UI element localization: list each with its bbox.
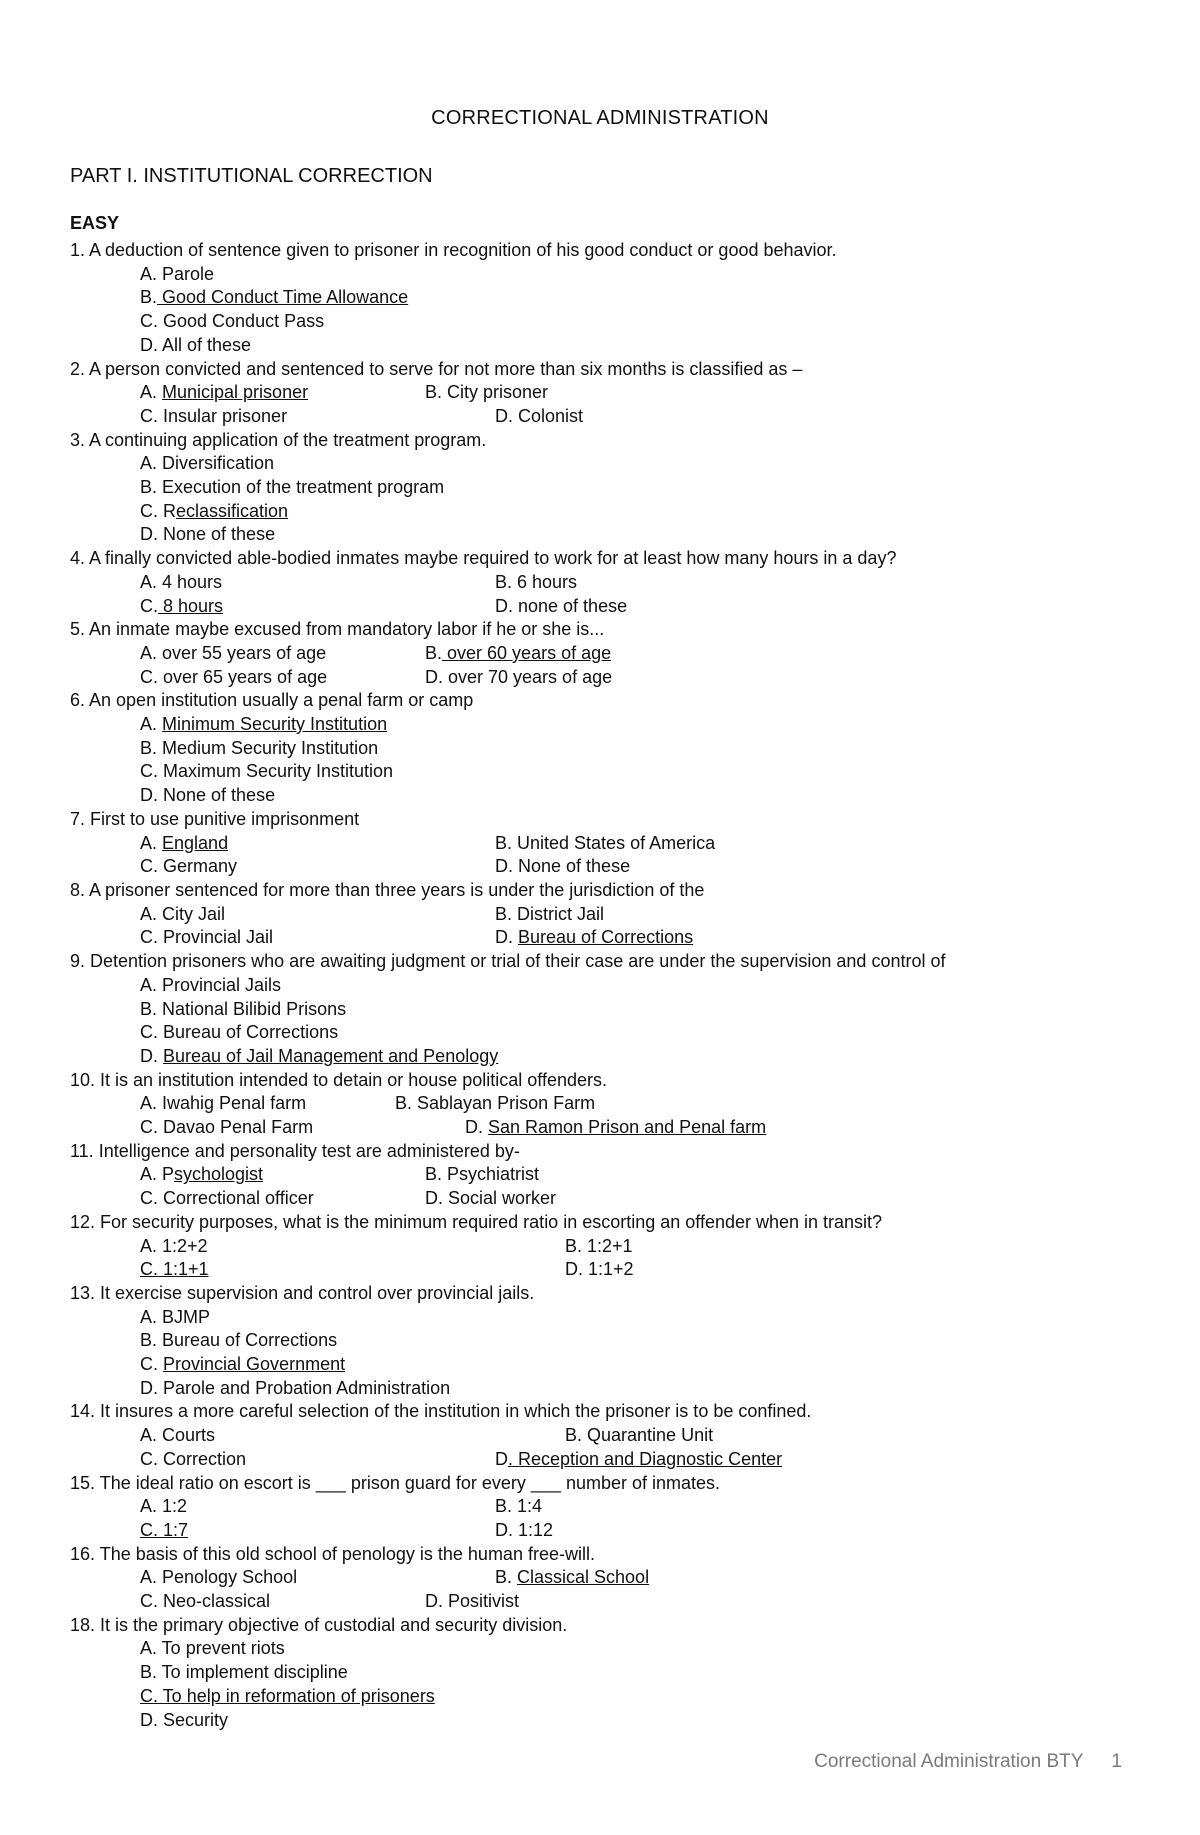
option-text: B. <box>425 642 443 663</box>
answer-option <box>70 832 495 856</box>
option-row <box>70 452 1150 476</box>
option-text: D. Security <box>140 1709 229 1730</box>
option-text: D. <box>495 927 519 948</box>
option-text: D. None of these <box>140 785 276 806</box>
answer-option <box>495 1566 649 1590</box>
option-text: C. Bureau of Corrections <box>140 1022 339 1043</box>
option-text: A. P <box>140 1164 175 1185</box>
answer-option <box>70 1258 565 1282</box>
option-row <box>70 666 1150 690</box>
option-text: C. over 65 years of age <box>140 666 328 687</box>
answer-option <box>70 1637 285 1661</box>
option-text: A. Diversification <box>140 453 275 474</box>
option-row <box>70 405 1150 429</box>
correct-answer-underlined: C. 1:1+1 <box>140 1259 209 1280</box>
answer-option <box>70 1329 337 1353</box>
question-item <box>70 689 1150 808</box>
option-text: D. Positivist <box>425 1591 520 1612</box>
option-text: B. District Jail <box>495 903 605 924</box>
option-text: C. R <box>140 500 176 521</box>
correct-answer-underlined: C. To help in reformation of prisoners <box>140 1685 435 1706</box>
answer-option <box>70 310 324 334</box>
answer-option <box>70 452 274 476</box>
option-text: C. Correction <box>140 1448 247 1469</box>
answer-option <box>425 1590 519 1614</box>
option-text: D. Social worker <box>425 1188 557 1209</box>
question-item <box>70 950 1150 1069</box>
option-text: A. BJMP <box>140 1306 211 1327</box>
option-row <box>70 310 1150 334</box>
answer-option <box>70 1685 435 1709</box>
question-text: 16. The basis of this old school of penology is the human free-will. <box>70 1543 595 1564</box>
answer-option <box>395 1092 595 1116</box>
option-row <box>70 1045 1150 1069</box>
option-row <box>70 1519 1150 1543</box>
correct-answer-underlined: eclassification <box>176 500 289 521</box>
option-row <box>70 1424 1150 1448</box>
option-row <box>70 500 1150 524</box>
option-row <box>70 974 1150 998</box>
question-text: 12. For security purposes, what is the minimum required ratio in escorting an offender when in transit? <box>70 1211 883 1232</box>
correct-answer-underlined: Bureau of Jail Management and Penology <box>163 1045 499 1066</box>
correct-answer-underlined: sychologist <box>174 1164 264 1185</box>
answer-option <box>70 737 378 761</box>
option-row <box>70 1329 1150 1353</box>
correct-answer-underlined: Minimum Security Institution <box>162 714 388 735</box>
option-text: B. Bureau of Corrections <box>140 1330 338 1351</box>
answer-option <box>70 500 288 524</box>
option-text: D. All of these <box>140 334 252 355</box>
option-text: B. 1:4 <box>495 1496 543 1517</box>
option-row <box>70 903 1150 927</box>
answer-option <box>70 926 495 950</box>
page-footer <box>814 1751 1122 1773</box>
answer-option <box>495 832 715 856</box>
correct-answer-underlined: Classical School <box>517 1567 650 1588</box>
option-text: A. Iwahig Penal farm <box>140 1093 307 1114</box>
question-item <box>70 547 1150 618</box>
option-text: A. Penology School <box>140 1567 298 1588</box>
question-item <box>70 1614 1150 1733</box>
answer-option <box>495 571 577 595</box>
option-text: A. <box>140 714 163 735</box>
answer-option <box>70 1424 565 1448</box>
option-text: D <box>495 1448 508 1469</box>
answer-option <box>425 1163 539 1187</box>
option-text: C. <box>140 1354 164 1375</box>
answer-option <box>70 666 425 690</box>
answer-option <box>70 571 495 595</box>
option-row <box>70 1021 1150 1045</box>
question-text: 18. It is the primary objective of custodial and security division. <box>70 1614 568 1635</box>
answer-option <box>70 1566 495 1590</box>
correct-answer-underlined: Bureau of Corrections <box>518 927 694 948</box>
option-text: A. 1:2+2 <box>140 1235 208 1256</box>
answer-option <box>495 855 630 879</box>
option-text: B. Quarantine Unit <box>565 1425 714 1446</box>
option-row <box>70 642 1150 666</box>
answer-option <box>70 1187 425 1211</box>
question-item <box>70 1211 1150 1282</box>
question-item <box>70 1472 1150 1543</box>
option-row <box>70 1187 1150 1211</box>
answer-option <box>425 381 548 405</box>
question-text: 2. A person convicted and sentenced to serve for not more than six months is classified as – <box>70 358 803 379</box>
answer-option <box>70 903 495 927</box>
answer-option <box>495 1519 553 1543</box>
answer-option <box>70 1353 345 1377</box>
correct-answer-underlined: England <box>162 832 229 853</box>
option-row <box>70 784 1150 808</box>
option-row <box>70 1566 1150 1590</box>
option-text: C. Neo-classical <box>140 1591 271 1612</box>
answer-option <box>70 1116 465 1140</box>
option-text: C. Maximum Security Institution <box>140 761 394 782</box>
answer-option <box>70 381 425 405</box>
answer-option <box>70 405 495 429</box>
question-text: 3. A continuing application of the treatment program. <box>70 429 487 450</box>
option-text: D. 1:1+2 <box>565 1259 634 1280</box>
question-item <box>70 1400 1150 1471</box>
question-text: 9. Detention prisoners who are awaiting judgment or trial of their case are under the supervision and control of <box>70 951 946 972</box>
option-text: C. Correctional officer <box>140 1188 314 1209</box>
option-text: D. over 70 years of age <box>425 666 613 687</box>
question-item <box>70 1140 1150 1211</box>
answer-option <box>495 405 583 429</box>
answer-option <box>70 263 214 287</box>
question-text: 7. First to use punitive imprisonment <box>70 808 360 829</box>
correct-answer-underlined: 8 hours <box>158 595 224 616</box>
question-item <box>70 1543 1150 1614</box>
option-text: D. Colonist <box>495 405 584 426</box>
option-row <box>70 1377 1150 1401</box>
option-row <box>70 713 1150 737</box>
option-row <box>70 855 1150 879</box>
correct-answer-underlined: over 60 years of age <box>442 642 612 663</box>
answer-option <box>70 1377 450 1401</box>
question-item <box>70 1069 1150 1140</box>
option-text: B. <box>140 287 158 308</box>
correct-answer-underlined: Good Conduct Time Allowance <box>157 287 409 308</box>
section-heading: EASY <box>70 213 120 233</box>
option-text: B. Execution of the treatment program <box>140 477 445 498</box>
option-text: A. 1:2 <box>140 1496 188 1517</box>
option-row <box>70 760 1150 784</box>
question-text: 6. An open institution usually a penal farm or camp <box>70 690 474 711</box>
answer-option <box>70 1519 495 1543</box>
option-row <box>70 1448 1150 1472</box>
option-row <box>70 1235 1150 1259</box>
answer-option <box>70 855 495 879</box>
option-text: B. Psychiatrist <box>425 1164 540 1185</box>
answer-option <box>70 642 425 666</box>
question-item <box>70 618 1150 689</box>
option-row <box>70 832 1150 856</box>
option-text: D. none of these <box>495 595 628 616</box>
option-text: C. Provincial Jail <box>140 927 274 948</box>
correct-answer-underlined: Provincial Government <box>163 1354 346 1375</box>
answer-option <box>565 1424 713 1448</box>
answer-option <box>70 1021 338 1045</box>
part-heading: PART I. INSTITUTIONAL CORRECTION <box>70 165 433 187</box>
option-text: A. To prevent riots <box>140 1638 285 1659</box>
option-text: D. Parole and Probation Administration <box>140 1377 451 1398</box>
option-row <box>70 334 1150 358</box>
question-text: 8. A prisoner sentenced for more than three years is under the jurisdiction of the <box>70 879 705 900</box>
answer-option <box>70 784 275 808</box>
answer-option <box>70 974 281 998</box>
question-item <box>70 358 1150 429</box>
question-list <box>70 239 1150 1732</box>
option-row <box>70 1661 1150 1685</box>
option-row <box>70 1163 1150 1187</box>
option-text: B. 1:2+1 <box>565 1235 633 1256</box>
answer-option <box>70 1092 395 1116</box>
question-item <box>70 239 1150 358</box>
question-text: 14. It insures a more careful selection of the institution in which the prisoner is to be confined. <box>70 1401 812 1422</box>
option-text: B. United States of America <box>495 832 716 853</box>
answer-option <box>70 1235 565 1259</box>
answer-option <box>70 1448 495 1472</box>
answer-option <box>425 642 611 666</box>
option-text: B. 6 hours <box>495 571 578 592</box>
option-row <box>70 1306 1150 1330</box>
answer-option <box>70 1045 498 1069</box>
question-text: 4. A finally convicted able-bodied inmates maybe required to work for at least how many hours in a day? <box>70 548 897 569</box>
option-row <box>70 381 1150 405</box>
answer-option <box>495 903 604 927</box>
option-row <box>70 595 1150 619</box>
option-row <box>70 523 1150 547</box>
answer-option <box>495 1448 782 1472</box>
option-text: B. Medium Security Institution <box>140 737 379 758</box>
option-text: A. <box>140 832 163 853</box>
question-text: 1. A deduction of sentence given to prisoner in recognition of his good conduct or good behavior. <box>70 240 837 260</box>
answer-option <box>70 286 408 310</box>
question-text: 15. The ideal ratio on escort is ___ prison guard for every ___ number of inmates. <box>70 1472 721 1493</box>
answer-option <box>425 1187 556 1211</box>
answer-option <box>565 1258 634 1282</box>
option-text: C. Good Conduct Pass <box>140 311 325 332</box>
correct-answer-underlined: . Reception and Diagnostic Center <box>508 1448 783 1469</box>
answer-option <box>70 1163 425 1187</box>
answer-option <box>70 1306 210 1330</box>
option-row <box>70 476 1150 500</box>
option-text: C. Germany <box>140 856 238 877</box>
answer-option <box>70 1709 228 1733</box>
document-title: CORRECTIONAL ADMINISTRATION <box>431 107 769 129</box>
correct-answer-underlined: C. 1:7 <box>140 1519 189 1540</box>
option-text: A. over 55 years of age <box>140 642 327 663</box>
answer-option <box>495 926 693 950</box>
option-row <box>70 926 1150 950</box>
option-row <box>70 1092 1150 1116</box>
option-text: D. 1:12 <box>495 1519 554 1540</box>
option-row <box>70 263 1150 287</box>
answer-option <box>495 1495 542 1519</box>
option-text: A. <box>140 382 163 403</box>
option-row <box>70 1495 1150 1519</box>
footer-text: Correctional Administration BTY <box>814 1751 1084 1772</box>
correct-answer-underlined: San Ramon Prison and Penal farm <box>488 1117 767 1138</box>
answer-option <box>70 523 275 547</box>
answer-option <box>70 713 387 737</box>
correct-answer-underlined: Municipal prisoner <box>162 382 309 403</box>
question-text: 10. It is an institution intended to detain or house political offenders. <box>70 1069 608 1090</box>
option-row <box>70 571 1150 595</box>
option-text: B. National Bilibid Prisons <box>140 998 347 1019</box>
question-item <box>70 1282 1150 1401</box>
option-row <box>70 1709 1150 1733</box>
question-item <box>70 429 1150 548</box>
option-row <box>70 998 1150 1022</box>
question-text: 5. An inmate maybe excused from mandatory labor if he or she is... <box>70 619 605 640</box>
answer-option <box>565 1235 633 1259</box>
option-text: C. <box>140 595 158 616</box>
option-text: D. None of these <box>140 524 276 545</box>
option-text: B. City prisoner <box>425 382 549 403</box>
option-row <box>70 1258 1150 1282</box>
answer-option <box>70 760 393 784</box>
answer-option <box>70 1661 348 1685</box>
page-number: 1 <box>1111 1751 1122 1772</box>
option-text: A. City Jail <box>140 903 226 924</box>
option-text: A. 4 hours <box>140 571 223 592</box>
option-text: D. <box>140 1045 164 1066</box>
answer-option <box>425 666 612 690</box>
option-row <box>70 1637 1150 1661</box>
question-item <box>70 808 1150 879</box>
option-row <box>70 1116 1150 1140</box>
answer-option <box>495 595 627 619</box>
answer-option <box>70 334 251 358</box>
option-row <box>70 286 1150 310</box>
option-text: B. Sablayan Prison Farm <box>395 1093 596 1114</box>
answer-option <box>70 998 346 1022</box>
option-row <box>70 1590 1150 1614</box>
option-text: C. Davao Penal Farm <box>140 1117 314 1138</box>
question-text: 13. It exercise supervision and control over provincial jails. <box>70 1282 535 1303</box>
answer-option <box>70 476 444 500</box>
answer-option <box>70 1495 495 1519</box>
option-text: A. Provincial Jails <box>140 974 282 995</box>
option-text: C. Insular prisoner <box>140 405 288 426</box>
question-text: 11. Intelligence and personality test are administered by- <box>70 1140 520 1161</box>
option-text: D. <box>465 1117 489 1138</box>
answer-option <box>465 1116 766 1140</box>
option-text: B. To implement discipline <box>140 1662 348 1683</box>
answer-option <box>70 1590 425 1614</box>
option-row <box>70 1685 1150 1709</box>
question-item <box>70 879 1150 950</box>
option-row <box>70 737 1150 761</box>
option-text: D. None of these <box>495 856 631 877</box>
option-text: A. Courts <box>140 1425 216 1446</box>
option-row <box>70 1353 1150 1377</box>
option-text: A. Parole <box>140 263 215 284</box>
option-text: B. <box>495 1567 518 1588</box>
answer-option <box>70 595 495 619</box>
